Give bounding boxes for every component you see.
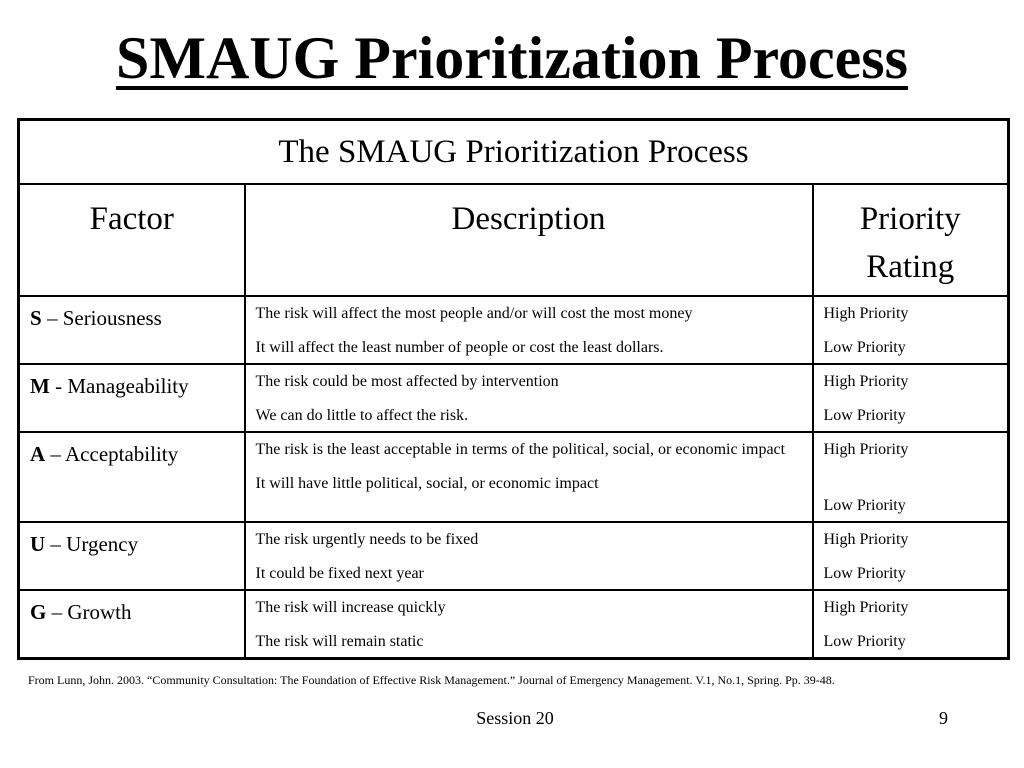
rating-cell [813, 296, 1009, 364]
rating-high: High Priority [823, 373, 909, 390]
factor-cell [19, 590, 245, 659]
table-caption: The SMAUG Prioritization Process [19, 120, 1009, 185]
factor-separator: – [41, 306, 63, 330]
description-high: The risk will increase quickly [255, 599, 446, 616]
description-low: It will affect the least number of people or cost the least dollars. [255, 339, 664, 356]
description-cell [245, 590, 813, 659]
rating-cell [813, 522, 1009, 590]
description-low: It will have little political, social, or economic impact [255, 475, 599, 492]
source-note: From Lunn, John. 2003. “Community Consultation: The Foundation of Effective Risk Management.” Journal of Emergency Management. V.1, No.1, Spring. Pp. 39-48. [28, 673, 835, 687]
smaug-table [17, 118, 1010, 660]
rating-high: High Priority [823, 599, 909, 616]
rating-low: Low Priority [823, 633, 906, 650]
description-high: The risk could be most affected by intervention [255, 373, 559, 390]
factor-cell [19, 522, 245, 590]
factor-name: Seriousness [62, 306, 162, 330]
table-row [19, 296, 1009, 364]
header-description: Description [245, 184, 813, 296]
factor-cell [19, 296, 245, 364]
factor-separator: – [45, 532, 67, 556]
factor-cell [19, 364, 245, 432]
description-high: The risk is the least acceptable in terms of the political, social, or economic impact [255, 441, 786, 458]
description-cell [245, 296, 813, 364]
factor-name: Manageability [67, 374, 189, 398]
factor-letter: M [30, 374, 50, 398]
rating-low: Low Priority [823, 565, 906, 582]
factor-name: Growth [67, 600, 132, 624]
table-header-row [19, 184, 1009, 296]
slide-title: SMAUG Prioritization Process [115, 25, 909, 91]
rating-cell [813, 432, 1009, 522]
factor-letter: A [30, 442, 46, 466]
header-priority-line1: Priority [859, 201, 961, 237]
rating-high: High Priority [823, 531, 909, 548]
page-number: 9 [939, 708, 948, 728]
factor-separator: - [49, 374, 68, 398]
header-factor: Factor [19, 184, 245, 296]
description-cell [245, 432, 813, 522]
rating-high: High Priority [823, 305, 909, 322]
factor-name: Acceptability [65, 442, 179, 466]
description-cell [245, 364, 813, 432]
factor-letter: U [30, 532, 46, 556]
description-high: The risk will affect the most people and/or will cost the most money [255, 305, 693, 322]
description-low: The risk will remain static [255, 633, 424, 650]
rating-low: Low Priority [823, 407, 906, 424]
rating-low: Low Priority [823, 339, 906, 356]
rating-high: High Priority [823, 441, 909, 458]
description-cell [245, 522, 813, 590]
rating-low: Low Priority [823, 497, 906, 514]
factor-separator: – [46, 600, 68, 624]
rating-cell [813, 364, 1009, 432]
table-row [19, 522, 1009, 590]
table-caption-row [19, 120, 1009, 185]
header-priority-line2: Rating [866, 249, 955, 285]
description-high: The risk urgently needs to be fixed [255, 531, 479, 548]
factor-letter: S [30, 306, 42, 330]
factor-separator: – [45, 442, 66, 466]
factor-letter: G [30, 600, 47, 624]
factor-name: Urgency [66, 532, 139, 556]
footer-session: Session 20 [476, 708, 554, 728]
description-low: We can do little to affect the risk. [255, 407, 469, 424]
header-priority-rating [813, 184, 1009, 296]
table-row [19, 590, 1009, 659]
description-low: It could be fixed next year [255, 565, 424, 582]
table-row [19, 432, 1009, 522]
table-row [19, 364, 1009, 432]
factor-cell [19, 432, 245, 522]
rating-cell [813, 590, 1009, 659]
